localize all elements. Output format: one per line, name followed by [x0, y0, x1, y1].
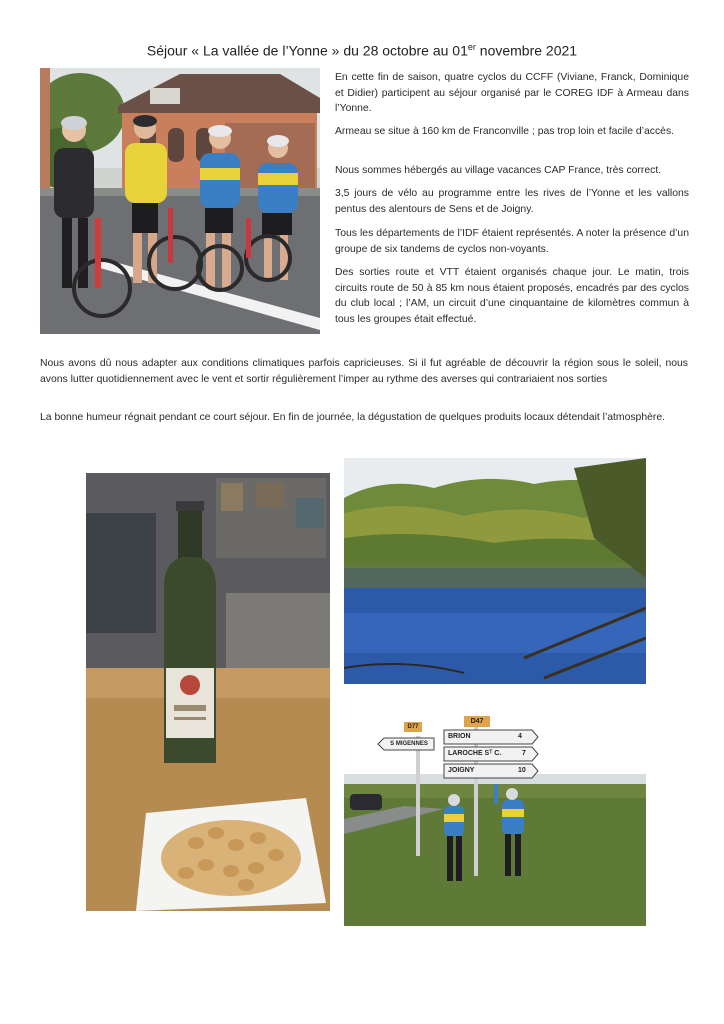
sign-km-3: 10	[518, 767, 526, 774]
sign-place-3: JOIGNY	[448, 767, 475, 774]
title-end: novembre 2021	[475, 42, 578, 59]
paragraph-departements: Tous les départements de l’IDF étaient représentés. A noter la présence d’un groupe de six tandems de cyclos non-voyants.	[335, 228, 689, 255]
paragraph-intro: En cette fin de saison, quatre cyclos du CCFF (Viviane, Franck, Dominique et Didier) participent au séjour organisé par le COREG IDF à Armeau dans l’Yonne.	[335, 72, 689, 115]
sign-place-2: LAROCHE Sᵀ C.	[448, 750, 502, 757]
sign-arrow-migennes: S MIGENNES	[390, 741, 428, 747]
paragraph-armeau: Armeau se situe à 160 km de Franconville ; pas trop loin et facile d’accès.	[335, 126, 675, 137]
sign-road-d47: D47	[470, 718, 484, 725]
paragraph-sorties: Des sorties route et VTT étaient organisés chaque jour. Le matin, trois circuits route de 50 à 85 km nous étaient proposés, encadrés par des cyclos du club local ; l’AM, un circuit d’une cinquantaine de kilomètres commun à tous les groupes était effectué.	[335, 267, 689, 325]
title-main: Séjour « La vallée de l’Yonne » du 28 octobre au 01	[146, 42, 468, 59]
sign-road-d77: D77	[407, 724, 419, 730]
photo-signpost-cyclists	[344, 714, 646, 926]
photo-wine-peanuts	[86, 473, 330, 911]
paragraph-bonne-humeur: La bonne humeur régnait pendant ce court séjour. En fin de journée, la dégustation de quelques produits locaux détendait l’atmosphère.	[40, 412, 666, 423]
sign-place-1: BRION	[448, 733, 471, 740]
paragraph-velo: 3,5 jours de vélo au programme entre les rives de l’Yonne et les vallons pentus des alentours de Sens et de Joigny.	[335, 188, 689, 215]
title-superscript: er	[467, 42, 476, 52]
photo-lake-trees	[344, 458, 646, 684]
paragraph-climat: Nous avons dû nous adapter aux conditions climatiques parfois capricieuses. Si il fut agréable de découvrir la région sous le soleil, nous avons lutter quotidiennement avec le vent et sortir régulièrement l’imper au rythme des averses qui contrariaient nos sorties	[40, 358, 688, 385]
photo-cyclists-group	[40, 68, 320, 334]
sign-km-1: 4	[518, 733, 522, 740]
page-title	[0, 42, 724, 59]
sign-km-2: 7	[522, 750, 526, 757]
paragraph-hebergement: Nous sommes hébergés au village vacances CAP France, très correct.	[335, 165, 662, 176]
